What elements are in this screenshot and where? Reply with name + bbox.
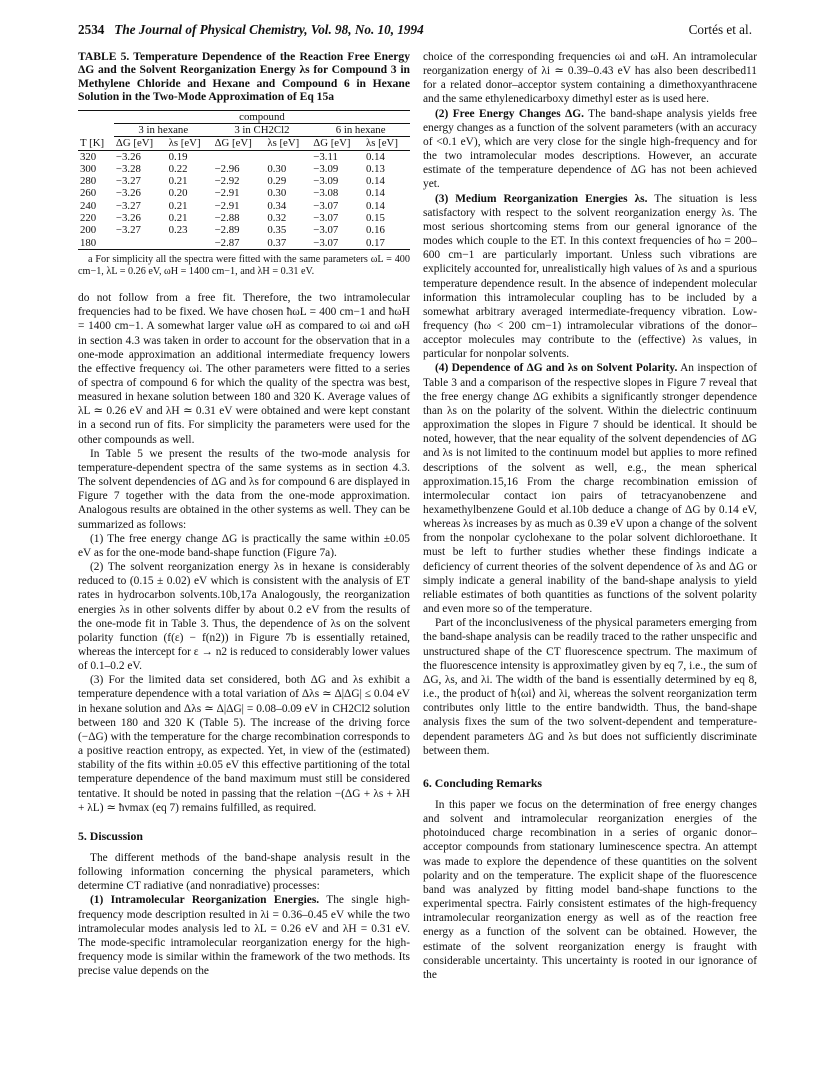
table-footnote: a For simplicity all the spectra were fitted with the same parameters ωL = 400 cm−1, λL = 0.26 eV, ωH = 1400 cm−1, and λH = 0.31 eV.: [78, 253, 410, 278]
compound-header: compound: [114, 110, 410, 123]
table-cell: 200: [80, 224, 97, 237]
column-header: λs [eV]: [366, 137, 398, 150]
table-cell: 0.35: [267, 224, 287, 237]
table-cell: −3.27: [115, 224, 141, 237]
table-row: [78, 150, 410, 163]
table-cell: 0.34: [267, 199, 287, 212]
table-cell: 0.17: [366, 236, 385, 249]
column-header: T [K]: [80, 136, 105, 149]
table-cell: −3.09: [313, 162, 339, 175]
section-heading: 6. Concluding Remarks: [423, 775, 542, 790]
table-row: [78, 224, 410, 236]
table-cell: −3.27: [115, 199, 141, 212]
table-cell: 0.14: [366, 199, 385, 212]
table-cell: 0.13: [366, 162, 385, 175]
table-cell: 0.21: [168, 175, 188, 188]
table-cell: −2.96: [214, 162, 240, 175]
table-cell: 0.14: [366, 175, 385, 188]
table-cell: −3.07: [313, 199, 339, 212]
table-cell: 0.30: [267, 162, 287, 175]
left-column: [78, 50, 410, 978]
column-header: ΔG [eV]: [313, 137, 351, 150]
table-cell: [265, 150, 311, 163]
table-cell: −3.28: [115, 162, 141, 175]
body-paragraph: do not follow from a free fit. Therefore, the two intramolecular frequencies had to be fixed. We have chosen ħωL = 400 cm−1 and ħωH = 1400 cm−1. A somewhat larger value ωH as compared to ωi and ωH in section 4.3 was taken in order to account for the observation that in a one-mode approximation an additional intermediate frequency lowers the effective frequency ωi. The other parameters were fitted to a series of spectra of compound 6 for which the quality of the spectra was best, measured in hexane solution between 180 and 320 K. Average values of λL ≃ 0.26 eV and λH ≃ 0.31 eV were obtained and were kept constant in a second run of fits. For simplicity the parameters were used for the other compounds as well.: [78, 292, 410, 446]
table-cell: −2.91: [214, 199, 240, 212]
body-paragraph: (3) For the limited data set considered, both ΔG and λs exhibit a temperature dependence with a total variation of Δλs ≃ Δ|ΔG| ≤ 0.04 eV in hexane solution and Δλs ≃ Δ|ΔG| = 0.08–0.09 eV in CH2Cl2 solution between 180 and 320 K (Table 5). The increase of the driving force (−ΔG) with the temperature for the charge recombination corresponds to a positive reaction entropy, as expected. Yet, in view of the (estimated) stability of the fits within ±0.05 eV this effective partitioning of the total temperature dependence of the band maximum must still be considered tentative. It should be noted in passing that the relation −(ΔG + λs + λH + λL) ≃ ħνmax (eq 7) remains fulfilled, as required.: [78, 674, 410, 814]
table-cell: −3.11: [313, 150, 338, 163]
table-cell: −3.07: [313, 236, 339, 249]
table-cell: 240: [80, 199, 97, 212]
page-number: 2534: [78, 22, 105, 37]
item-body: The single high-frequency mode description resulted in λi = 0.36–0.45 eV while the two intramolecular modes analysis led to λL = 0.26 eV and λH = 0.31 eV. The mode-specific intramolecular reorganization energy for the high-frequency mode is similar within the framework of the two methods. Its precise value depends on the: [78, 894, 410, 978]
item-body: An inspection of Table 3 and a comparison of the respective slopes in Figure 7 reveal that the free energy change ΔG exhibits a significantly stronger dependence than λs on the polarity of the solvent. Within the dielectric continuum approximation the slopes in Figure 7 should be identical. It should be noted, however, that the near equality of the solvent dependencies of ΔG and λs is not limited to the continuum model but applies to more refined descriptions of the solvent as well, e.g., the mean spherical approximation.15,16 From the charge recombination emission of intermolecular contact ion pairs of tetracyanobenzene and hexamethylbenzene Gould et al.10b deduce a change of ΔG by 0.14 eV, whereas λs increases by as much as 0.39 eV upon a change of the solvent from the nonpolar cyclohexane to the polar solvent dichloroethane. It must be left to further studies whether these findings indicate a deficiency of current theories of the solvent dependence of λs and ΔG or simply indicate a general inability of the band-shape analysis to yield reliable estimates of both quantities as functions of the solvent polarity and even more so of the temperature.: [423, 362, 757, 616]
table-cell: −2.91: [214, 187, 240, 200]
body-paragraph: In this paper we focus on the determination of free energy changes and solvent and intramolecular reorganization energies of the photoinduced charge recombination in a series of organic donor–acceptor compounds from stationary luminescence spectra. An attempt was made to explore the dependence of these quantities on the solvent polarity and on the temperature. The explicit shape of the fluorescence band was analyzed by fitting model band-shape functions to the experimental spectra. Fairly consistent estimates of the high-frequency intramolecular reorganization energy as well as of the reaction free energy as a function of the solvent can be obtained. However, the estimate of the solvent reorganization energy is fraught with considerable uncertainty. This uncertainty is rooted in our ignorance of the: [423, 798, 757, 981]
table-cell: −3.09: [313, 175, 339, 188]
table-cell: [213, 150, 266, 163]
table-cell: 0.14: [366, 150, 385, 163]
body-paragraph: The different methods of the band-shape analysis result in the following information concerning the physical parameters, which determine CT radiative (and nonradiative) processes:: [78, 852, 410, 893]
body-paragraph: Part of the inconclusiveness of the physical parameters emerging from the band-shape analysis can be readily traced to the rather unspecific and unstructured shape of the CT fluorescence spectrum. The maximum of the fluorescence intensity is approximatley given by eq 7, i.e., the sum of ΔG, λs, and λi. The width of the band is essentially determined by eq 8, i.e., the product of ħ⟨ωi⟩ and λi, whereas the solvent reorganization term contributes only little to the entire bandwidth. Thus, the band-shape analysis fixes the sum of the two solvent-dependent and temperature-dependent parameters ΔG and λs but does not sufficiently discriminate between them.: [423, 617, 757, 757]
table-row: [78, 212, 410, 224]
body-paragraph: In Table 5 we present the results of the two-mode analysis for temperature-dependent spectra of the same systems as in section 4.3. The solvent dependencies of ΔG and λs for compound 6 are displayed in Figure 7 together with the data from the one-mode approximation. Analogous results are obtained in the other systems as well. They can be summarized as follows:: [78, 447, 410, 531]
body-paragraph: (2) The solvent reorganization energy λs in hexane is considerably reduced to (0.15 ± 0.02) eV which is consistent with the analysis of ET rates in hydrocarbon solvents.10b,17a Analogously, the reorganization energies λs in other solvents differ by about 0.2 eV from the results of the one-mode fit in Table 3. Thus, the dependence of λs on the solvent polarity function (f(ε) − f(n2)) in Figure 7b is essentially retained, whereas the intercept for ε → n2 is reduced to considerably lower values of 0.1–0.2 eV.: [78, 561, 410, 673]
table-cell: [114, 237, 167, 250]
table-cell: 320: [80, 150, 97, 163]
body-paragraph: (1) The free energy change ΔG is practically the same within ±0.05 eV as for the one-mode band-shape function (Figure 7a).: [78, 532, 410, 559]
table-row: [78, 237, 410, 250]
table-cell: −2.92: [214, 175, 240, 188]
body-paragraph: choice of the corresponding frequencies ωi and ωH. An intramolecular reorganization energy of λi ≃ 0.39–0.43 eV has also been described11 for a related donor–acceptor system containing a dimethoxyanthracene and the same ethylenedicarboxy dimethyl ester as is used here.: [423, 51, 757, 106]
table-cell: 0.20: [168, 187, 188, 200]
column-header: ΔG [eV]: [214, 137, 252, 150]
table-cell: 180: [80, 236, 97, 249]
column-header: λs [eV]: [168, 137, 201, 150]
item-title: (1) Intramolecular Reorganization Energies.: [90, 894, 320, 907]
item-title: (3) Medium Reorganization Energies λs.: [435, 192, 648, 205]
table-cell: 0.14: [366, 187, 385, 200]
body-paragraph: [423, 107, 757, 192]
table-cell: 280: [80, 175, 97, 188]
table-cell: 0.22: [168, 162, 188, 175]
table-cell: 0.23: [168, 224, 188, 237]
table-cell: −3.26: [115, 187, 141, 200]
table-cell: 0.37: [267, 236, 287, 249]
column-header: λs [eV]: [267, 137, 300, 150]
section-heading: 5. Discussion: [78, 828, 143, 843]
table-cell: −2.89: [214, 224, 240, 237]
column-header: ΔG [eV]: [115, 137, 154, 150]
table-cell: 220: [80, 212, 97, 224]
table-cell: [167, 237, 213, 250]
data-table: [78, 110, 410, 250]
table-cell: −3.07: [313, 212, 339, 224]
table-cell: 0.30: [267, 187, 287, 200]
table-cell: 260: [80, 187, 97, 200]
running-authors: Cortés et al.: [688, 22, 752, 37]
table-cell: 300: [80, 162, 97, 175]
table-corner: [78, 110, 114, 123]
item-title: (2) Free Energy Changes ΔG.: [435, 107, 584, 120]
group-header: 3 in CH2Cl2: [213, 123, 312, 136]
item-body: The band-shape analysis yields free energy changes as a function of the solvent parameters (with an accuracy of <0.1 eV), which are very close for the single high-frequency and for the two intramolecular modes descriptions. However, an accurate estimate of the temperature dependence of ΔG has not been achieved yet.: [423, 107, 757, 191]
table-cell: −3.26: [115, 150, 141, 163]
table-row: [78, 175, 410, 187]
table-cell: −3.26: [115, 212, 141, 224]
table-row: [78, 163, 410, 175]
table-row: [78, 200, 410, 212]
table-cell: 0.19: [168, 150, 188, 163]
item-body: The situation is less satisfactory with respect to the solvent reorganization energy λs. The most serious shortcoming stems from our general ignorance of the modes which couple to the ET. In this context frequencies of ħω = 200–600 cm−1 are particularly important. Unless such vibrations are explicitely accounted for, unrealistically high values of λs and a spurious temperature dependence result. In the absence of independent molecular information this intramolecular coupling has to be included by a somewhat arbitrary averaged intermediate-frequency vibration. Low-frequency (ħω < 200 cm−1) intramolecular vibrations of the donor–acceptor molecules may contribute to the (effective) λs values, in particular for nonpolar solvents.: [423, 192, 757, 361]
table-cell: −3.27: [115, 175, 141, 188]
body-paragraph: [78, 893, 410, 978]
item-title: (4) Dependence of ΔG and λs on Solvent Polarity.: [435, 362, 678, 375]
table-cell: −3.07: [313, 224, 339, 237]
table-cell: −3.08: [313, 187, 339, 200]
body-paragraph: [423, 361, 757, 616]
group-header: 3 in hexane: [114, 123, 213, 136]
table-cell: −2.87: [214, 236, 240, 249]
table-cell: 0.32: [267, 212, 287, 224]
table-caption: TABLE 5. Temperature Dependence of the Reaction Free Energy ΔG and the Solvent Reorganization Energy λs for Compound 3 in Methylene Chloride and Hexane and Compound 6 in Hexane Solution in the Two-Mode Approximation of Eq 15a: [78, 50, 410, 104]
right-column: [423, 50, 757, 982]
table-cell: 0.21: [168, 212, 188, 224]
group-header: 6 in hexane: [311, 123, 410, 136]
table-cell: −2.88: [214, 212, 240, 224]
table-cell: 0.16: [366, 224, 385, 237]
table-cell: 0.29: [267, 175, 287, 188]
table-row: [78, 187, 410, 199]
journal-citation: The Journal of Physical Chemistry, Vol. 98, No. 10, 1994: [114, 22, 424, 37]
body-paragraph: [423, 192, 757, 362]
table-cell: 0.15: [366, 212, 385, 224]
running-header: [78, 22, 752, 38]
table-cell: 0.21: [168, 199, 188, 212]
